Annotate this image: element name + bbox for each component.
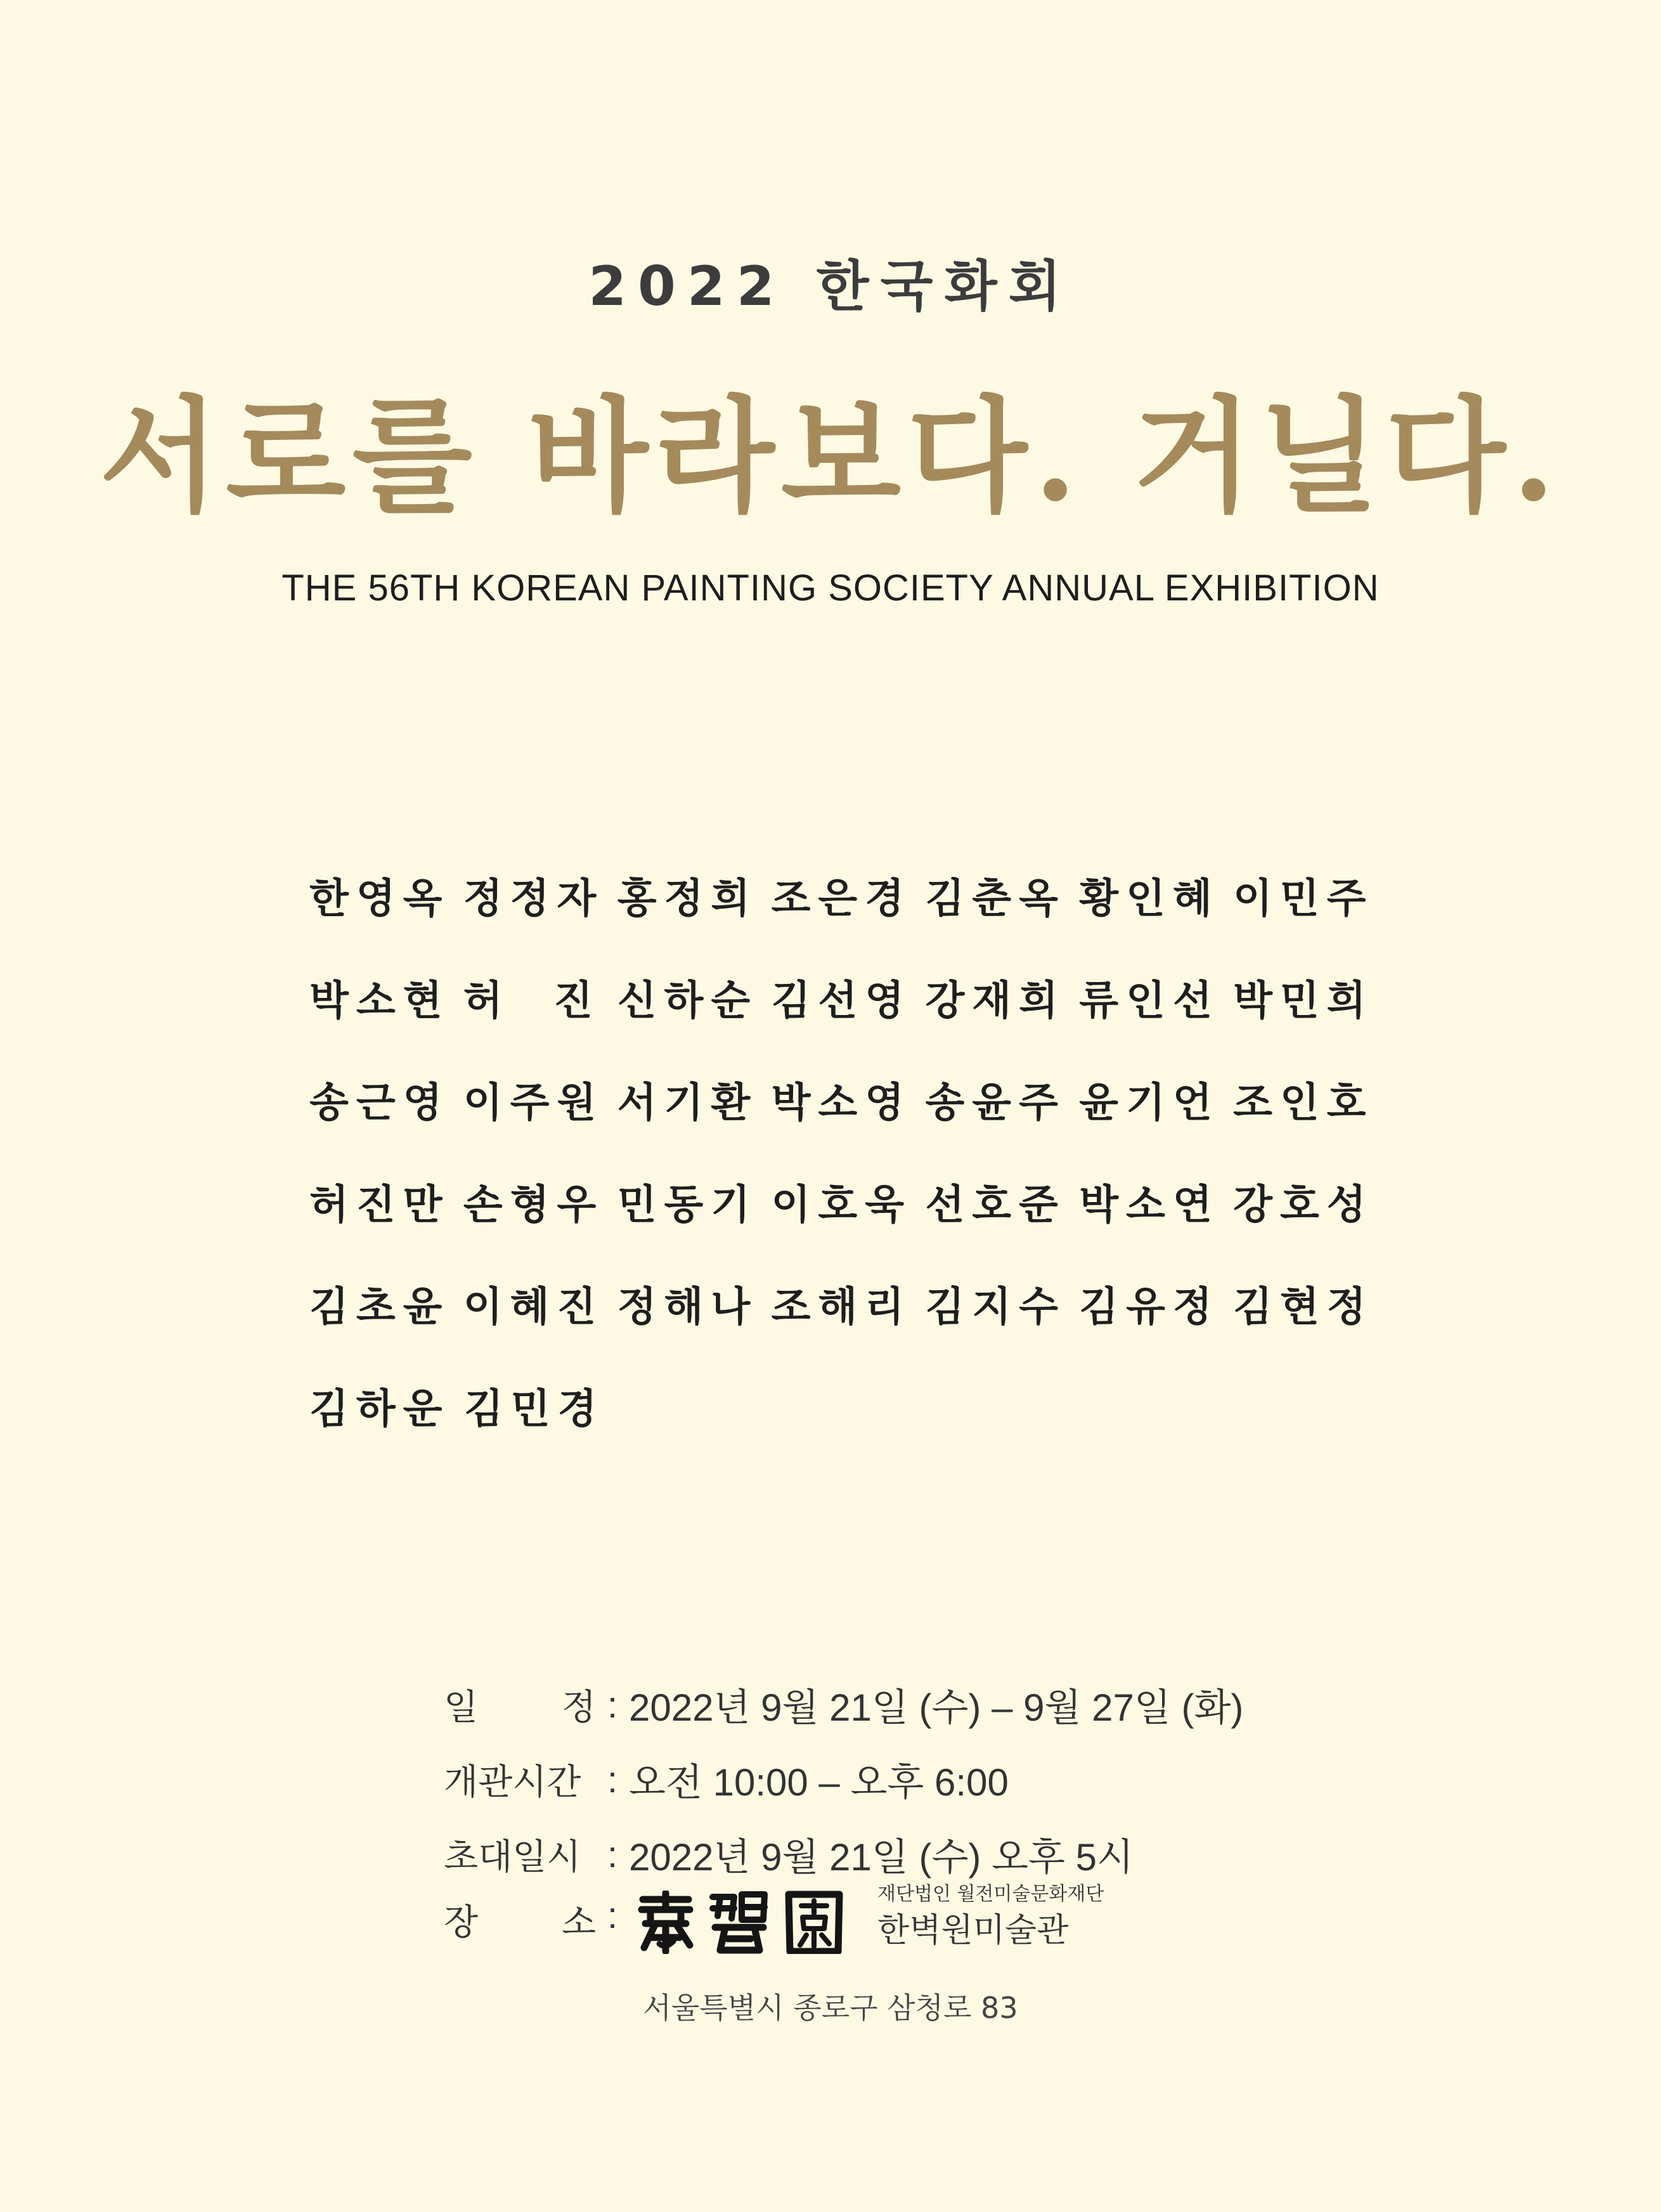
artist-name: 박소연 [1079, 1182, 1220, 1229]
label-colon: : [607, 1759, 618, 1801]
artist-name: 허진만 [309, 1182, 450, 1229]
artist-name: 조은경 [771, 876, 912, 922]
schedule-label-char: 일 [444, 1687, 479, 1728]
artist-name: 송근영 [309, 1080, 450, 1127]
exhibition-subtitle: 2022 한국화회 [588, 255, 1073, 318]
artist-name: 박소영 [771, 1080, 912, 1127]
artist-name: 김민경 [464, 1386, 605, 1433]
artist-row [309, 1282, 1387, 1384]
artist-name: 강재희 [925, 978, 1066, 1025]
artist-name: 한영옥 [309, 876, 450, 922]
label-colon: : [607, 1834, 618, 1875]
logo-glyph-1 [637, 1891, 695, 1954]
exhibition-title: 서로를 바라보다. 거닐다. [99, 384, 1562, 529]
artist-name: 김초윤 [309, 1284, 450, 1331]
artist-name: 송윤주 [925, 1080, 1066, 1127]
artist-row [309, 976, 1387, 1078]
artist-name: 이호욱 [771, 1182, 912, 1229]
artist-name: 김지수 [925, 1284, 1066, 1331]
artist-name: 강호성 [1233, 1182, 1374, 1229]
venue-row [444, 1883, 1331, 1989]
schedule-label-char: 정 [561, 1687, 596, 1728]
venue-label-char: 장 [444, 1902, 479, 1943]
artist-name: 황인혜 [1079, 876, 1220, 922]
venue-label [444, 1894, 596, 1945]
label-colon: : [607, 1684, 618, 1726]
artist-name: 정해나 [617, 1284, 758, 1331]
artist-name: 김유정 [1079, 1284, 1220, 1331]
hours-row [444, 1742, 1331, 1817]
venue-foundation: 재단법인 월전미술문화재단 [877, 1883, 1104, 1905]
artist-name: 조인호 [1233, 1080, 1374, 1127]
hours-value: 오전 10:00 – 오후 6:00 [629, 1761, 1009, 1804]
artist-name: 이주원 [463, 1080, 604, 1127]
artist-name: 김춘옥 [925, 876, 1066, 922]
venue-label-char: 소 [561, 1902, 596, 1943]
exhibition-english-title: THE 56TH KOREAN PAINTING SOCIETY ANNUAL EXHIBITION [281, 567, 1380, 609]
artist-row [309, 1078, 1387, 1180]
artist-name: 정정자 [463, 876, 604, 922]
schedule-row [444, 1667, 1331, 1742]
artist-name: 신하순 [617, 978, 758, 1025]
artist-name: 이혜진 [463, 1284, 604, 1331]
schedule-value: 2022년 9월 21일 (수) – 9월 27일 (화) [629, 1686, 1244, 1729]
artist-name: 윤기언 [1079, 1080, 1220, 1127]
artist-row [309, 874, 1387, 976]
logo-glyph-2 [709, 1891, 770, 1954]
artist-name: 김현정 [1233, 1284, 1374, 1331]
artist-name: 서기환 [617, 1080, 758, 1127]
artist-name: 민동기 [617, 1182, 758, 1229]
venue-text [877, 1880, 1104, 1953]
reception-value: 2022년 9월 21일 (수) 오후 5시 [629, 1836, 1134, 1879]
artist-name: 선호준 [925, 1182, 1066, 1229]
exhibition-info [444, 1667, 1331, 1989]
artist-row [309, 1384, 1387, 1486]
artist-name: 조해리 [771, 1284, 912, 1331]
artist-name: 류인선 [1079, 978, 1220, 1025]
artist-name: 박소현 [309, 978, 450, 1025]
venue-name: 한벽원미술관 [877, 1911, 1069, 1950]
reception-label: 초대일시 [444, 1837, 581, 1878]
artist-name: 김선영 [771, 978, 912, 1025]
artist-name: 손형우 [463, 1182, 604, 1229]
artist-row [309, 1180, 1387, 1282]
artist-name: 이민주 [1233, 876, 1374, 922]
artist-list [309, 874, 1387, 1486]
artist-name: 김하운 [309, 1386, 450, 1433]
label-colon: : [607, 1895, 618, 1936]
schedule-label [444, 1679, 596, 1730]
artist-name: 허 진 [463, 978, 601, 1025]
hanbyeokwon-logo [637, 1891, 844, 1954]
logo-glyph-3 [784, 1891, 844, 1954]
artist-name: 홍정희 [617, 876, 758, 922]
venue-address: 서울특별시 종로구 삼청로 83 [643, 1991, 1018, 2025]
hours-label: 개관시간 [444, 1762, 581, 1803]
artist-name: 박민희 [1233, 978, 1374, 1025]
